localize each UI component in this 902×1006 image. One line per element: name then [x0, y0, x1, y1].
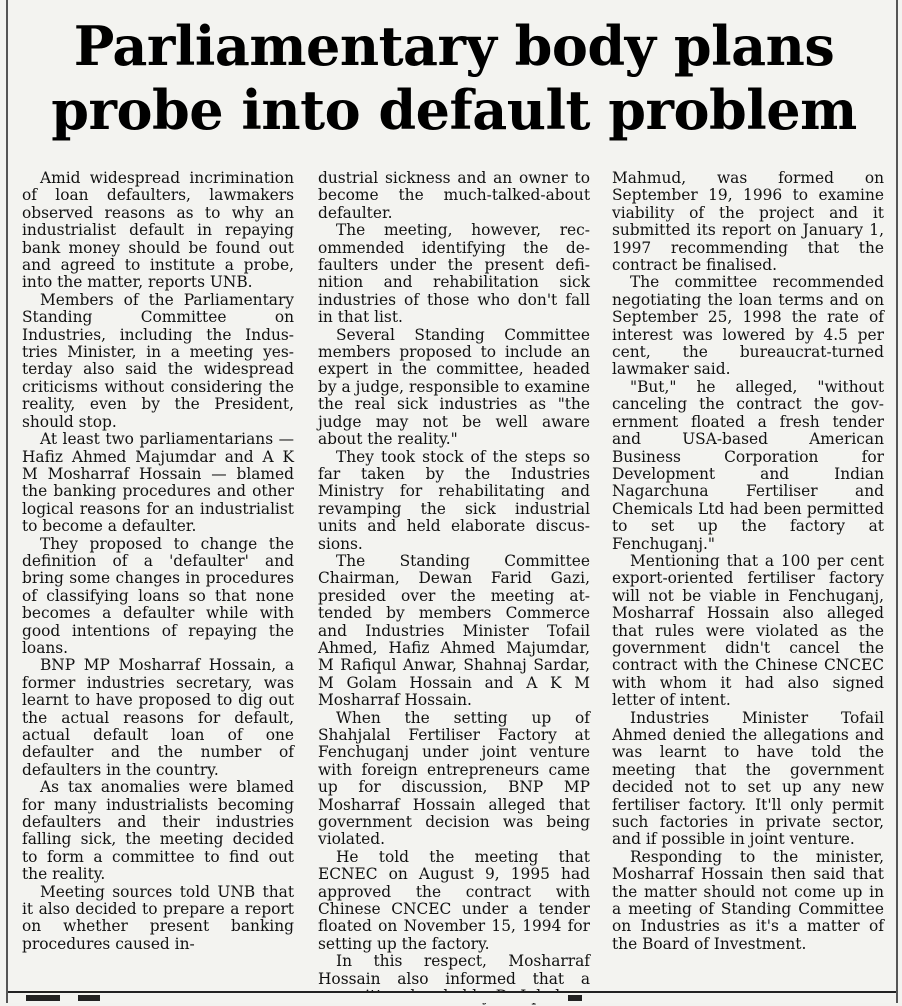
- paragraph-continued: Mahmud, was formed on September 19, 1996 to examine viability of the project and it submitted its report on January 1, 1997 recommending that the contract be finalised.: [612, 169, 884, 275]
- paragraph: Members of the Parliamentary Standing Committee on Industries, including the Industries Minister, in a meeting yesterday also said the widespread criticisms without considering the reality, even by the President, should stop.: [22, 290, 294, 431]
- paragraph: He told the meeting that ECNEC on August 9, 1995 had approved the contract with Chinese CNCEC under a tender floated on November 15, 1994 for setting up the factory.: [318, 847, 590, 953]
- paragraph: Industries Minister Tofail Ahmed denied the allegations and was learnt to have told the meeting that the government decided not to set up any new fertiliser factory. It'll only permit such factories in private sector, and if possible in joint venture.: [612, 708, 884, 849]
- paragraph-continued: dustrial sickness and an owner to become the much-talked-about defaulter.: [318, 169, 590, 222]
- headline-line-2: probe into default problem: [51, 78, 857, 142]
- column-1: [22, 170, 294, 992]
- cropped-letter: [26, 995, 60, 1001]
- headline: [14, 14, 894, 142]
- cropped-letter: [78, 995, 100, 1001]
- paragraph: Mentioning that a 100 per cent export-oriented fertiliser factory will not be viable in Fenchuganj, Mosharraf Hossain also alleged that rules were violated as the government didn't cancel the contract with the Chinese CNCEC with whom it had also signed letter of intent.: [612, 551, 884, 710]
- paragraph: The committee recommended negotiating the loan terms and on September 25, 1998 the rate of interest was lowered by 4.5 per cent, the bureaucrat-turned lawmaker said.: [612, 273, 884, 379]
- paragraph: As tax anomalies were blamed for many industrialists becoming defaulters and their industries falling sick, the meeting decided to form a committee to find out the reality.: [22, 778, 294, 884]
- paragraph: When the setting up of Shahjalal Fertiliser Factory at Fenchuganj under joint venture with foreign entrepreneurs came up for discussion, BNP MP Mosharraf Hossain alleged that government decision was being violated.: [318, 708, 590, 849]
- paragraph: BNP MP Mosharraf Hossain, a former industries secretary, was learnt to have proposed to dig out the actual reasons for default, actual default loan of one defaulter and the number of defaulters in the country.: [22, 656, 294, 779]
- left-rule: [6, 0, 8, 1003]
- right-rule: [896, 0, 898, 1003]
- paragraph: In this respect, Mosharraf Hossain also informed that a: [318, 952, 590, 988]
- paragraph: Responding to the minister, Mosharraf Hossain then said that the matter should not come up in a meeting of Standing Committee on Industries as it's a matter of the Board of Investment.: [612, 847, 884, 953]
- next-article-edge: [8, 991, 896, 1003]
- paragraph: They proposed to change the definition of a 'defaulter' and bring some changes in procedures of classifying loans so that none becomes a defaulter while with good intentions of repaying the loans.: [22, 534, 294, 657]
- headline-line-1: Parliamentary body plans: [73, 14, 835, 78]
- paragraph: At least two parliamentarians — Hafiz Ahmed Majumdar and A K M Mosharraf Hossain — blamed the banking procedures and other logical reasons for an industrialist to become a defaulter.: [22, 430, 294, 536]
- paragraph: The Standing Committee Chairman, Dewan Farid Gazi, presided over the meeting attended by members Commerce and Industries Minister Tofail Ahmed, Hafiz Ahmed Majumdar, M Rafiqul Anwar, Shahnaj Sardar, M Golam Hossain and A K M Mosharraf Hossain.: [318, 551, 590, 710]
- paragraph: Amid widespread incrimination of loan defaulters, lawmakers observed reasons as to why an industrialist default in repaying bank money should be found out and agreed to institute a probe, into the matter, reports UNB.: [22, 169, 294, 292]
- paragraph: "But," he alleged, "without canceling the contract the government floated a fresh tender and USA-based American Business Corporation for Development and Indian Nagarchuna Fertiliser and Chemicals Ltd had been permitted to set up the factory at Fenchuganj.": [612, 377, 884, 553]
- paragraph: Meeting sources told UNB that it also decided to prepare a report on whether present banking procedures caused in-: [22, 882, 294, 953]
- cropped-letter: [568, 995, 582, 1001]
- article-body: [22, 170, 892, 992]
- paragraph: The meeting, however, recommended identifying the defaulters under the present definition and rehabilitation sick industries of those who don't fall in that list.: [318, 221, 590, 327]
- column-2: [318, 170, 590, 992]
- paragraph: They took stock of the steps so far taken by the Industries Ministry for rehabilitating and revamping the sick industrial units and held elaborate discussions.: [318, 447, 590, 553]
- column-3: [612, 170, 884, 992]
- paragraph: Several Standing Committee members proposed to include an expert in the committee, headed by a judge, responsible to examine the real sick industries as "the judge may not be well aware about the reality.": [318, 325, 590, 449]
